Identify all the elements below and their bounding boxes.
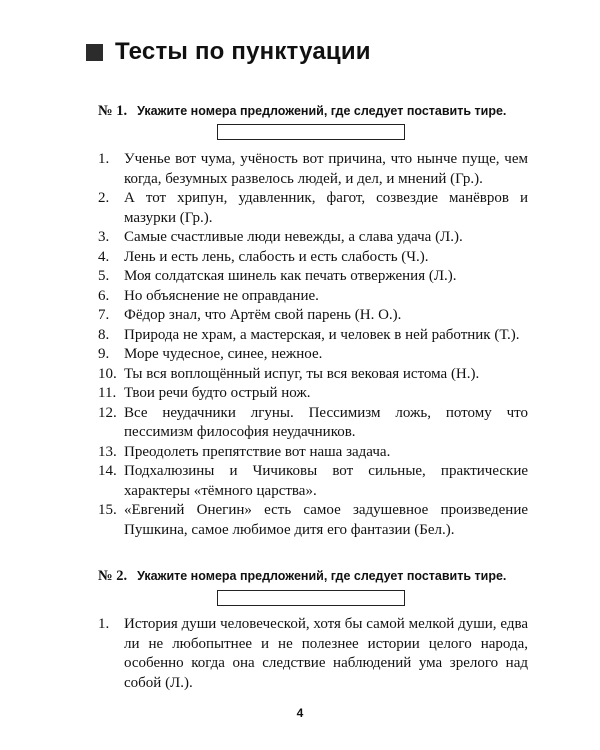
page-title: Тесты по пунктуации — [115, 38, 371, 65]
list-item: 12. Все неудачники лгуны. Пессимизм ложь, потому что пессимизм философия неудачников. — [98, 404, 528, 440]
task-1-list — [98, 150, 528, 540]
list-item: 15. «Евгений Онегин» есть самое задушевное произведение Пушкина, самое любимое дитя его фантазии (Бел.). — [98, 502, 528, 538]
list-item: 10. Ты вся воплощённый испуг, ты вся вековая истома (Н.). — [98, 365, 480, 382]
list-item: 7. Фёдор знал, что Артём свой парень (Н. О.). — [98, 307, 402, 323]
task-2-list — [98, 615, 528, 693]
list-item: 2. А тот хрипун, удавленник, фагот, созвездие манёвров и мазурки (Гр.). — [98, 190, 528, 226]
list-item: 4. Лень и есть лень, слабость и есть слабость (Ч.). — [98, 248, 429, 265]
list-item: 1. Ученье вот чума, учёность вот причина, что нынче пуще, чем когда, безумных развелось людей, и дел, и мнений (Гр.). — [98, 151, 528, 187]
list-item: 13. Преодолеть препятствие вот наша задача. — [98, 443, 391, 460]
list-item: 9. Море чудесное, синее, нежное. — [98, 346, 323, 362]
list-item: 6. Но объяснение не оправдание. — [98, 287, 319, 304]
task-instruction: Укажите номера предложений, где следует поставить тире. — [137, 104, 507, 118]
task-2-header — [98, 568, 506, 585]
task-1-header — [98, 103, 506, 120]
page-number: 4 — [296, 706, 304, 720]
square-bullet-icon — [86, 44, 103, 61]
section-title — [86, 38, 371, 66]
answer-box-2[interactable] — [217, 590, 405, 606]
list-item: 11. Твои речи будто острый нож. — [98, 385, 311, 401]
list-item: 14. Подхалюзины и Чичиковы вот сильные, практические характеры «тёмного царства». — [98, 463, 528, 499]
list-item: 3. Самые счастливые люди невежды, а слава удача (Л.). — [98, 229, 463, 245]
list-item: 8. Природа не храм, а мастерская, и человек в ней работник (Т.). — [98, 326, 520, 343]
list-item: 1. История души человеческой, хотя бы самой мелкой души, едва ли не любопытнее и не полезнее истории целого народа, особенно когда она следствие наблюдений ума зрелого над собой (Л.). — [98, 616, 528, 691]
task-instruction: Укажите номера предложений, где следует поставить тире. — [137, 569, 507, 583]
list-item: 5. Моя солдатская шинель как печать отвержения (Л.). — [98, 268, 457, 284]
task-number: № 1. — [98, 103, 128, 119]
task-number: № 2. — [98, 568, 128, 584]
answer-box-1[interactable] — [217, 124, 405, 140]
